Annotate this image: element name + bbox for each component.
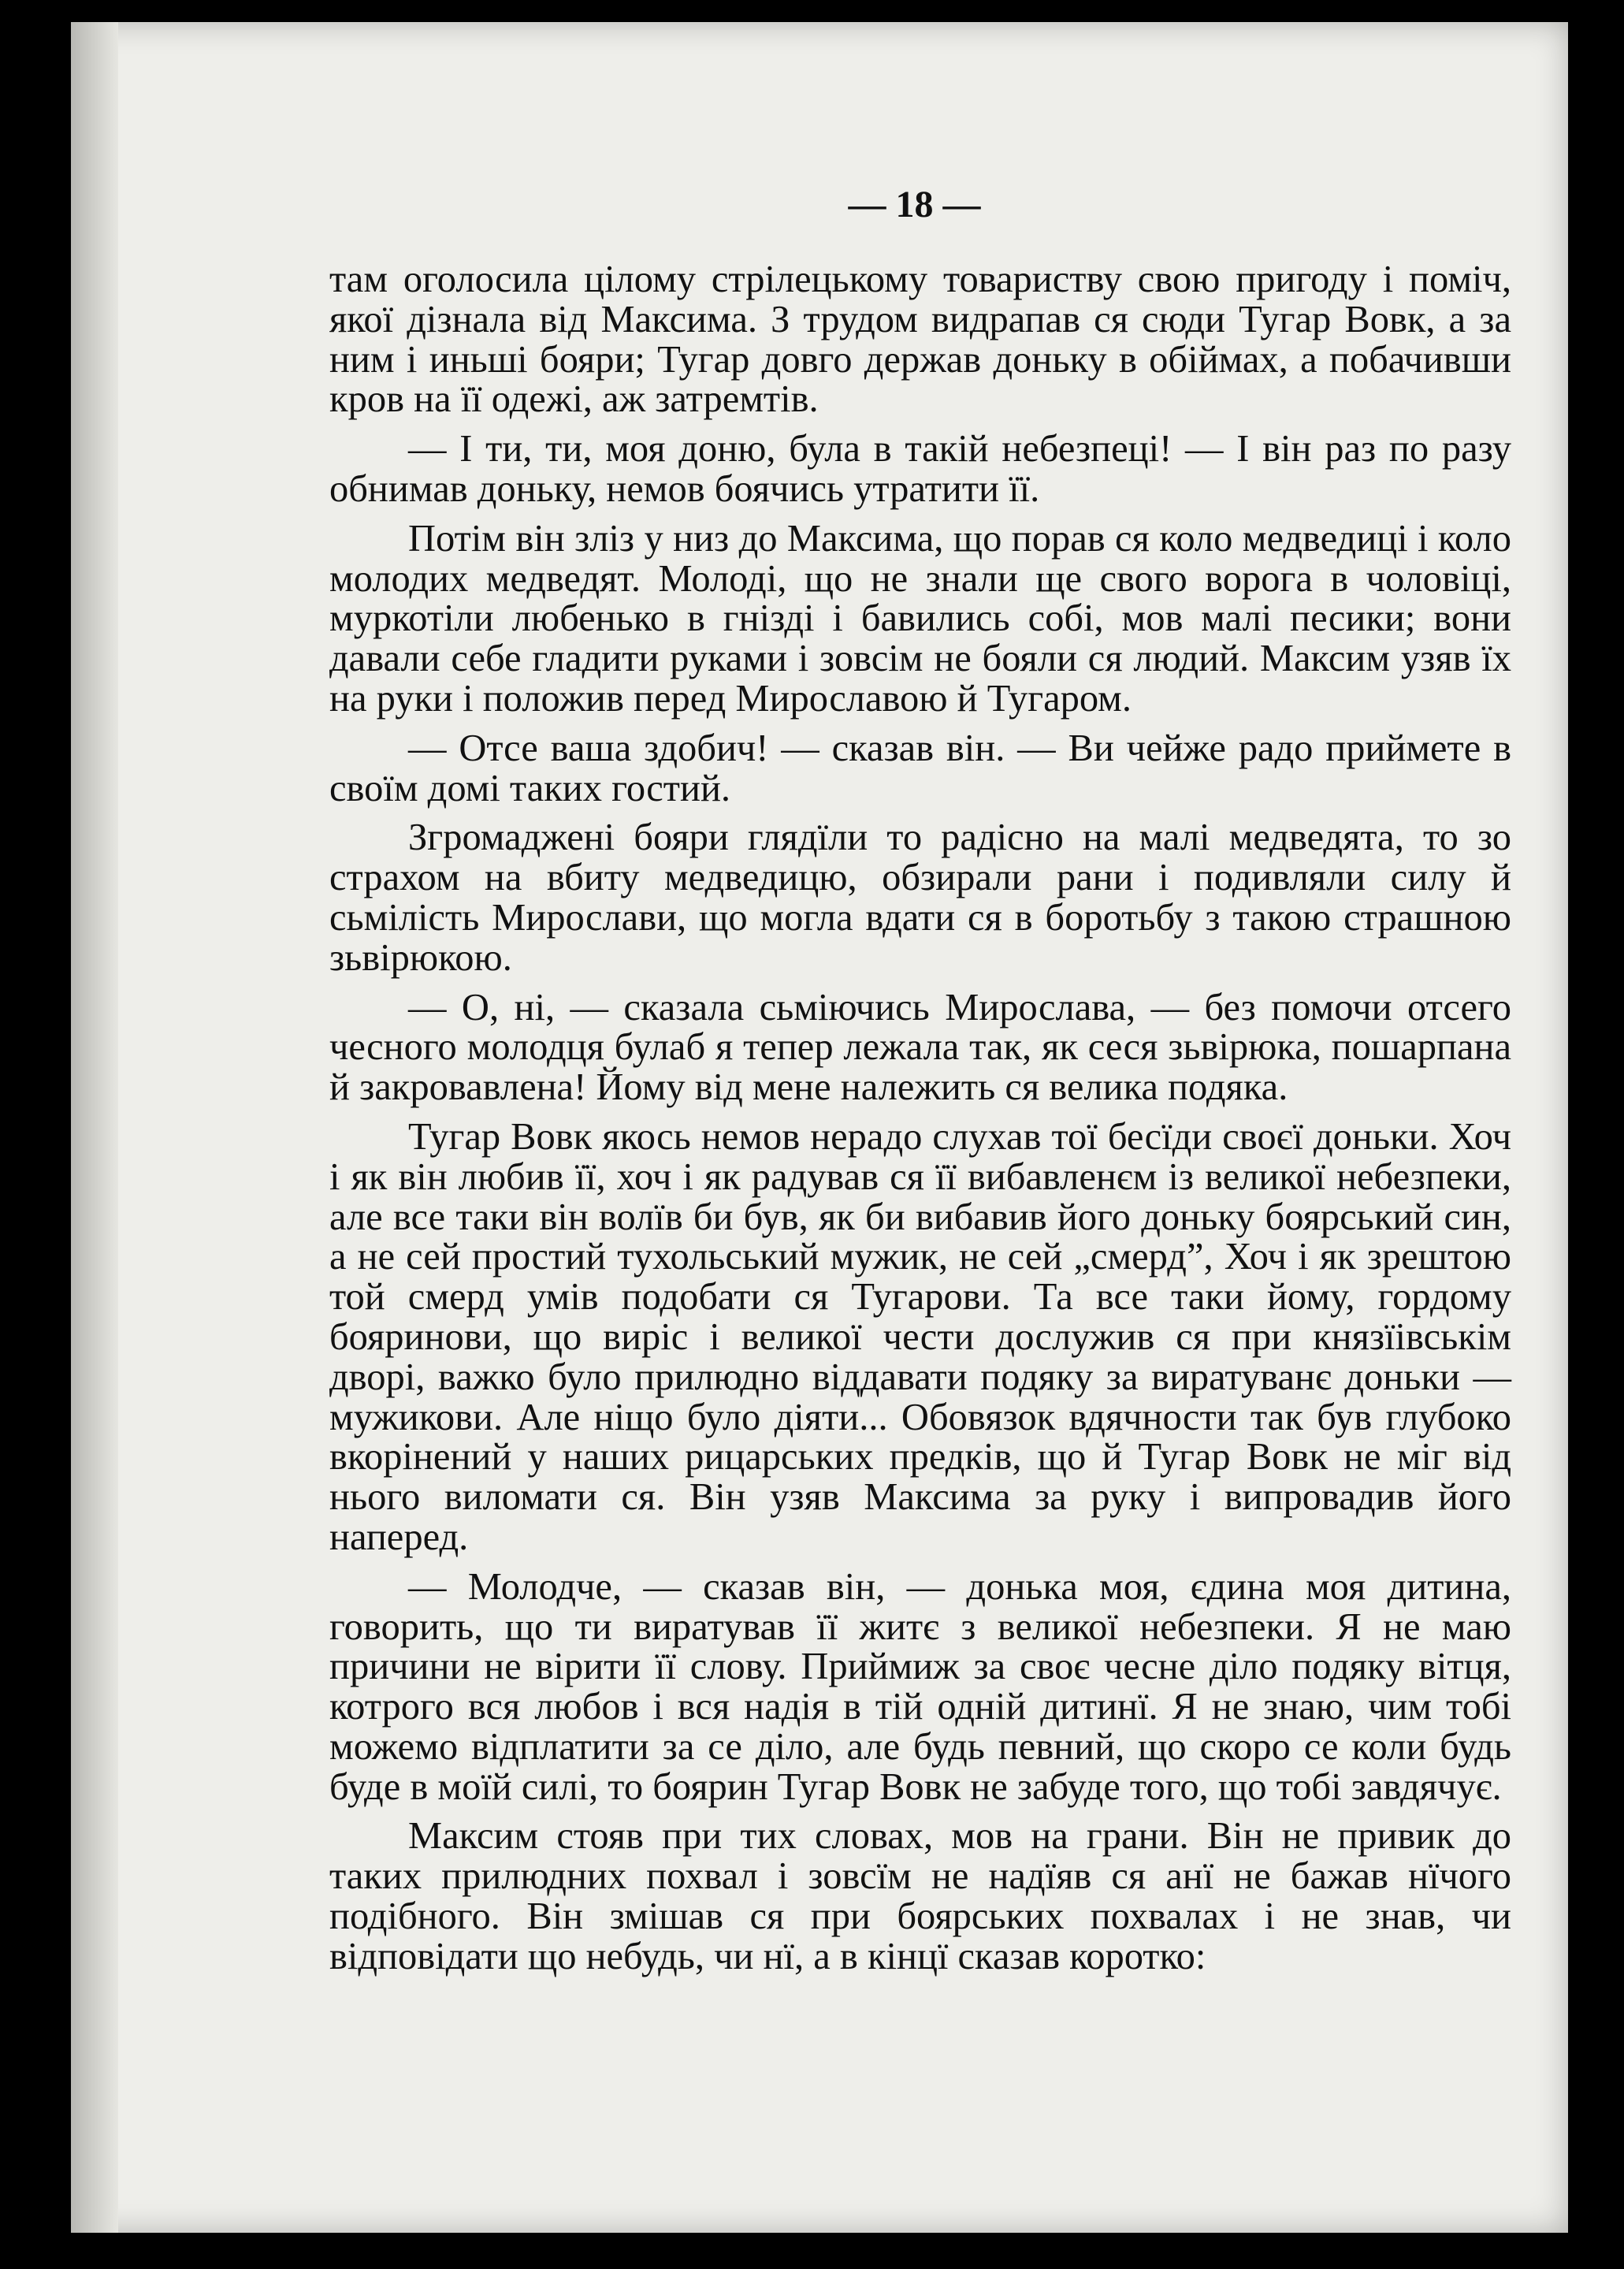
paragraph-8: — Молодче, — сказав він, — донька моя, єдина моя дитина, говорить, що ти виратував її житє з великої небезпеки. Я не маю причини не вірити її слову. Приймиж за своє чесне діло подяку вітця, котрого вся любов і вся надія в тій одній дитинї. Я не знаю, чим тобі можемо відплатити за се діло, але будь певний, що скоро се коли будь буде в моїй силі, то боярин Тугар Вовк не забуде того, що тобі завдячує. — [329, 1565, 1511, 1808]
paragraph-6: — О, ні, — сказала сьміючись Мирослава, — без помочи отсего чесного молодця булаб я тепер лежала так, як сеся зьвірюка, пошарпана й закровавлена! Йому від мене належить ся велика подяка. — [329, 986, 1511, 1109]
paragraph-9: Максим стояв при тих словах, мов на грани. Він не привик до таких прилюдних похвал і зовсїм не надїяв ся анї не бажав нїчого подібного. Він змішав ся при боярських похвалах і не знав, чи відповідати що небудь, чи нї, а в кінцї сказав коротко: — [329, 1815, 1511, 1977]
body-text — [329, 260, 1511, 1987]
page-number: — 18 — — [848, 184, 981, 225]
page-edge — [71, 22, 118, 2233]
paragraph-1: там оголосила цілому стрілецькому товариству свою пригоду і поміч, якої дізнала від Максима. З трудом видрапав ся сюди Тугар Вовк, а за ним і иньші бояри; Тугар довго держав доньку в обіймах, а побачивши кров на її одежі, аж затремтів. — [329, 259, 1511, 421]
paragraph-4: — Отсе ваша здобич! — сказав він. — Ви чейже радо приймете в своїм домі таких гостий. — [329, 727, 1511, 809]
paragraph-5: Згромаджені бояри глядїли то радісно на малі медведята, то зо страхом на вбиту медведицю, обзирали рани і подивляли силу й сьмілість Мирослави, що могла вдати ся в боротьбу з такою страшною зьвірюкою. — [329, 816, 1511, 979]
paragraph-3: Потім він зліз у низ до Максима, що порав ся коло медведиці і коло молодих медведят. Молоді, що не знали ще свого ворога в чоловіці, муркотіли любенько в гнізді і бавились собі, мов малі песики; вони давали себе гладити руками і зовсім не бояли ся людий. Максим узяв їх на руки і положив перед Мирославою й Тугаром. — [329, 517, 1511, 720]
paragraph-7: Тугар Вовк якось немов нерадо слухав тої бесїди своєї доньки. Хоч і як він любив її, хоч і як радував ся її вибавленєм із великої небезпеки, але все таки він волїв би був, як би вибавив його доньку боярський син, а не сей простий тухольський мужик, не сей „смерд”, Хоч і як зрештою той смерд умів подобати ся Тугарови. Та все таки йому, гордому бояринови, що виріс і великої чести дослужив ся при князїівськім дворі, важко було прилюдно віддавати подяку за виратуванє доньки — мужикови. Але ніщо було діяти... Обовязок вдячности так був глубоко вкорінений у наших рицарських предків, що й Тугар Вовк не міг від нього виломати ся. Він узяв Максима за руку і випровадив його наперед. — [329, 1115, 1511, 1558]
paragraph-2: — І ти, ти, моя доню, була в такій небезпеці! — І він раз по разу обнимав доньку, немов боячись утратити її. — [329, 428, 1511, 510]
